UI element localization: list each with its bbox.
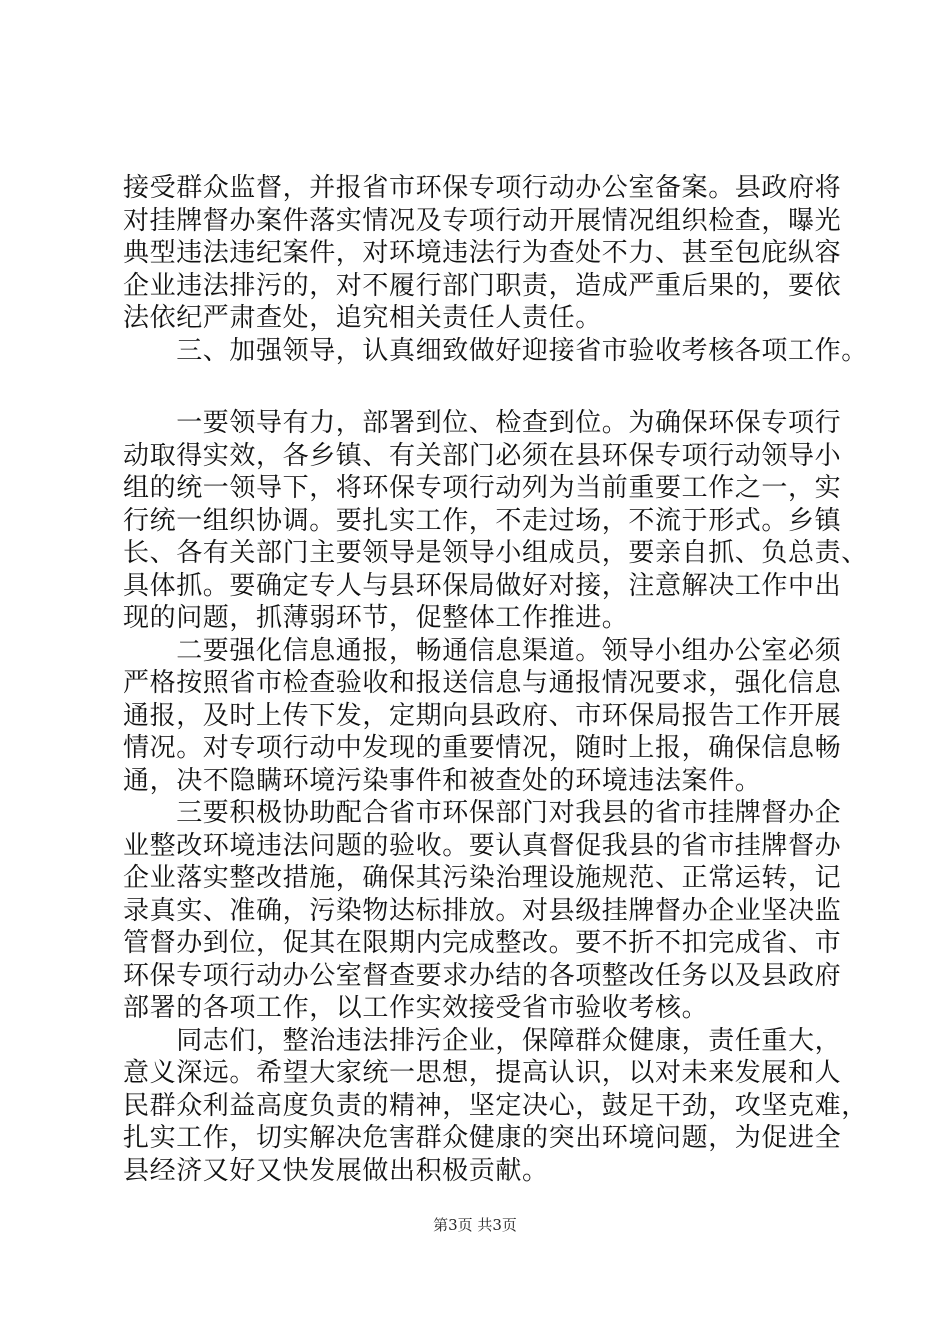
text-line: 三要积极协助配合省市环保部门对我县的省市挂牌督办企 [123,798,842,828]
text-line: 典型违法违纪案件，对环境违法行为查处不力、甚至包庇纵容 [123,238,842,268]
text-line: 同志们，整治违法排污企业，保障群众健康，责任重大， [123,1025,842,1056]
text-line: 法依纪严肃查处，追究相关责任人责任。 [123,303,602,333]
text-line: 业整改环境违法问题的验收。要认真督促我县的省市挂牌督办 [123,830,842,861]
text-line: 通报，及时上传下发，定期向县政府、市环保局报告工作开展 [123,700,842,731]
text-line: 企业落实整改措施，确保其污染治理设施规范、正常运转，记 [123,863,842,893]
text-line: 长、各有关部门主要领导是领导小组成员，要亲自抓、负总责、 [123,538,868,568]
text-line: 二要强化信息通报，畅通信息渠道。领导小组办公室必须 [123,635,842,666]
text-line: 行统一组织协调。要扎实工作，不走过场，不流于形式。乡镇 [123,505,842,536]
text-line: 具体抓。要确定专人与县环保局做好对接，注意解决工作中出 [123,570,842,601]
text-line: 部署的各项工作，以工作实效接受省市验收考核。 [123,993,709,1023]
text-line: 扎实工作，切实解决危害群众健康的突出环境问题，为促进全 [123,1123,842,1153]
section-heading: 三、加强领导，认真细致做好迎接省市验收考核各项工作。 [123,335,868,366]
text-line: 组的统一领导下，将环保专项行动列为当前重要工作之一，实 [123,473,842,503]
page-footer: 第3页 共3页 [433,1216,517,1234]
text-line: 民群众利益高度负责的精神，坚定决心，鼓足干劲，攻坚克难， [123,1090,868,1121]
text-line: 一要领导有力，部署到位、检查到位。为确保环保专项行 [123,408,842,438]
text-line: 县经济又好又快发展做出积极贡献。 [123,1155,549,1186]
text-line: 动取得实效，各乡镇、有关部门必须在县环保专项行动领导小 [123,440,842,471]
text-line: 严格按照省市检查验收和报送信息与通报情况要求，强化信息 [123,668,842,698]
paragraph-gap [123,367,838,407]
text-line: 通，决不隐瞒环境污染事件和被查处的环境违法案件。 [123,765,762,796]
text-line: 管督办到位，促其在限期内完成整改。要不折不扣完成省、市 [123,928,842,958]
text-line: 情况。对专项行动中发现的重要情况，随时上报，确保信息畅 [123,733,842,763]
text-line: 现的问题，抓薄弱环节，促整体工作推进。 [123,603,629,633]
document-body [123,172,868,1187]
text-line: 录真实、准确，污染物达标排放。对县级挂牌督办企业坚决监 [123,895,842,926]
text-line: 企业违法排污的，对不履行部门职责，造成严重后果的，要依 [123,270,842,301]
text-line: 意义深远。希望大家统一思想，提高认识，以对未来发展和人 [123,1058,842,1088]
text-line: 对挂牌督办案件落实情况及专项行动开展情况组织检查，曝光 [123,205,842,236]
text-line: 接受群众监督，并报省市环保专项行动办公室备案。县政府将 [123,173,842,203]
text-line: 环保专项行动办公室督查要求办结的各项整改任务以及县政府 [123,960,842,991]
